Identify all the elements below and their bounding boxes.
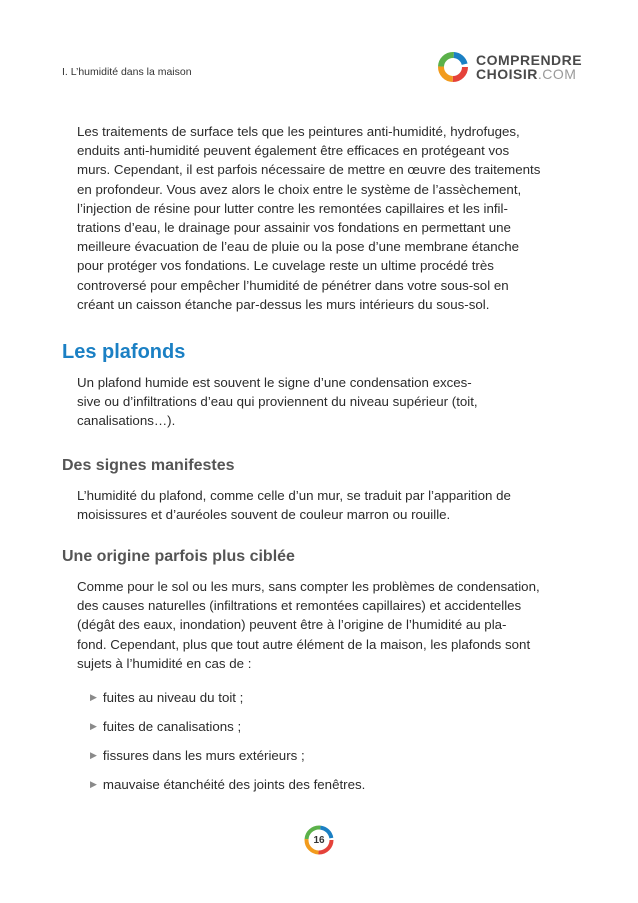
causes-list [90,688,365,804]
signes-paragraph: L’humidité du plafond, comme celle d’un mur, se traduit par l’apparition de moisissures et d’auréoles souvent de couleur marron ou rouille. [77,488,511,523]
list-item: ▶ mauvaise étanchéité des joints des fenêtres. [90,777,366,792]
triangle-bullet-icon: ▶ [90,750,97,760]
logo-text-line2: CHOISIR.COM [476,66,577,82]
list-item: ▶ fuites au niveau du toit ; [90,690,244,705]
plafonds-paragraph: Un plafond humide est souvent le signe d’une condensation exces- sive ou d’infiltrations d’eau qui proviennent du niveau supérieur (toit, canalisations…). [77,375,478,429]
heading-les-plafonds: Les plafonds [62,341,186,363]
heading-signes-manifestes: Des signes manifestes [62,457,235,474]
heading-origine-ciblee: Une origine parfois plus ciblée [62,548,295,565]
list-item: ▶ fuites de canalisations ; [90,719,242,734]
section-label: I. L’humidité dans la maison [62,66,192,78]
triangle-bullet-icon: ▶ [90,721,97,731]
triangle-bullet-icon: ▶ [90,779,97,789]
triangle-bullet-icon: ▶ [90,692,97,702]
logo-ring-icon [436,50,470,84]
logo-text-line1: COMPRENDRE [476,52,583,68]
page-number: 16 [313,834,325,846]
site-logo [436,50,582,84]
list-item: ▶ fissures dans les murs extérieurs ; [90,748,305,763]
page-number-badge [303,824,335,856]
intro-paragraph: Les traitements de surface tels que les peintures anti-humidité, hydrofuges, enduits anti-humidité peuvent également être efficaces en protégeant vos murs. Cependant, il est parfois nécessaire de mettre en œuvre des traitements en profondeur. Vous avez alors le choix entre le système de l’assèchement, l’injection de résine pour lutter contre les remontées capillaires et les infil- trations d’eau, le drainage pour assainir vos fondations en permettant une meilleure évacuation de l’eau de pluie ou la pose d’une membrane étanche pour protéger vos fondations. Le cuvelage reste un ultime procédé très controversé pour empêcher l’humidité de pénétrer dans votre sous-sol en créant un caisson étanche par-dessus les murs intérieurs du sous-sol. [77,124,541,312]
origine-paragraph: Comme pour le sol ou les murs, sans compter les problèmes de condensation, des causes naturelles (infiltrations et remontées capillaires) et accidentelles (dégât des eaux, inondation) peuvent être à l’origine de l’humidité au pla- fond. Cependant, plus que tout autre élément de la maison, les plafonds sont sujets à l’humidité en cas de : [77,579,540,671]
